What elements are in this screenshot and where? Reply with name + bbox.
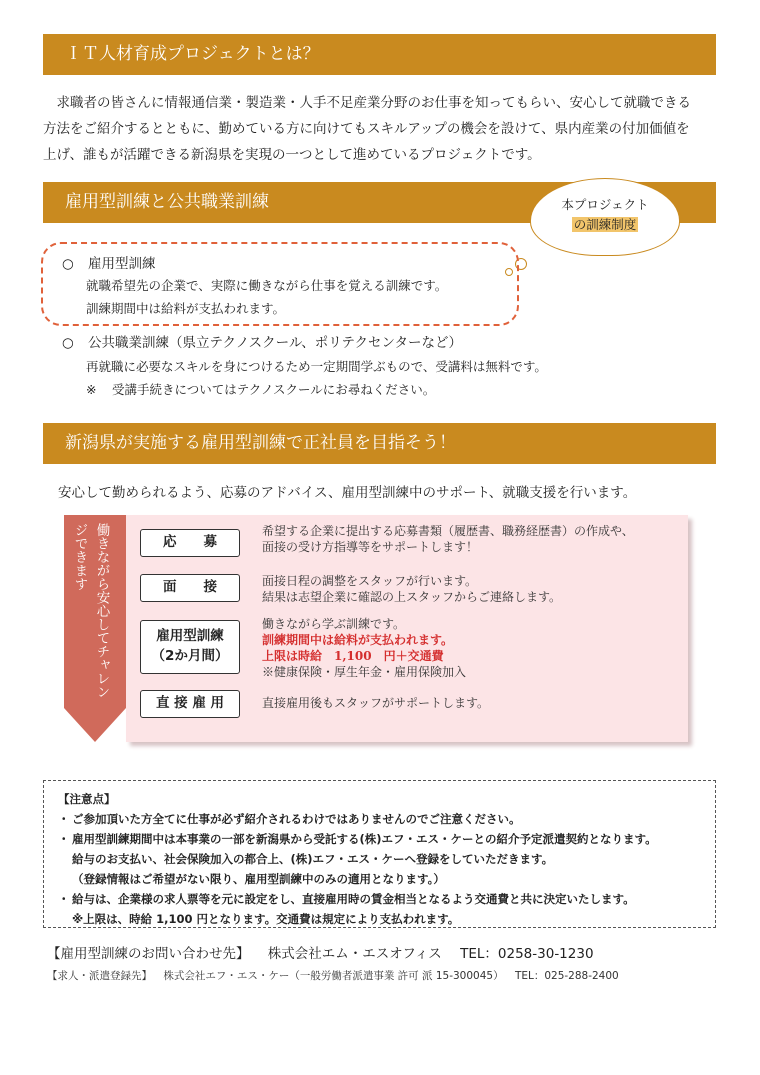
section1-body xyxy=(43,90,718,168)
step-text-direct-hire xyxy=(262,695,489,711)
cloud-line1: 本プロジェクト xyxy=(561,197,649,212)
step-line: 直接雇用後もスタッフがサポートします。 xyxy=(262,696,490,710)
project-cloud-callout xyxy=(530,178,680,256)
contact-tel: TEL：0258-30-1230 xyxy=(460,946,594,962)
step-line: ※健康保険・厚生年金・雇用保険加入 xyxy=(262,665,467,679)
contact-label: 【雇用型訓練のお問い合わせ先】 xyxy=(47,946,250,962)
section-heading-employment: 新潟県が実施する雇用型訓練で正社員を目指そう！ xyxy=(43,423,716,464)
step-label-line: （2か月間） xyxy=(151,648,229,664)
circle-mark: ○ xyxy=(62,335,74,351)
notes-continuation: ※上限は、時給 1,100 円となります。交通費は規定により支払われます。 xyxy=(72,912,460,926)
contact-company: 株式会社エフ・エス・ケー（一般労働者派遣事業 許可 派 15-300045） xyxy=(163,970,504,982)
section1-line: 上げ、誰もが活躍できる新潟県を実現の一つとして進めているプロジェクトです。 xyxy=(43,147,541,163)
step-label-apply: 応 募 xyxy=(140,529,240,557)
item-note xyxy=(86,378,435,401)
notes-bullet-2 xyxy=(58,829,701,849)
notes-bullet-1 xyxy=(58,809,701,829)
step-line-red: 上限は時給 1,100 円＋交通費 xyxy=(262,649,444,663)
step-label-line: 雇用型訓練 xyxy=(156,628,224,644)
step-line: 面接日程の調整をスタッフが行います。 xyxy=(262,574,478,588)
bullet-mark: ・ xyxy=(58,892,70,906)
contact-training xyxy=(47,942,608,962)
notes-title: 【注意点】 xyxy=(58,792,116,806)
section1-line: 求職者の皆さんに情報通信業・製造業・人手不足産業分野のお仕事を知ってもらい、安心して就職できる xyxy=(56,95,691,111)
bullet-mark: ・ xyxy=(58,812,70,826)
notes-box xyxy=(43,780,716,928)
notes-text: 雇用型訓練期間中は本事業の一部を新潟県から受託する(株)エフ・エス・ケーとの紹介予定派遣契約となります。 xyxy=(72,832,657,846)
notes-continuation: 給与のお支払い、社会保険加入の都合上、(株)エフ・エス・ケーへ登録をしていただきます。 xyxy=(72,852,554,866)
step-text-interview xyxy=(262,573,561,605)
arrow-caption: 働きながら安心してチャレンジできます xyxy=(71,523,110,699)
section-heading-training: 雇用型訓練と公共職業訓練 xyxy=(43,182,716,223)
contact-tel: TEL：025-288-2400 xyxy=(514,970,619,982)
contact-company: 株式会社エム・エスオフィス xyxy=(267,946,442,962)
cloud-line2: の訓練制度 xyxy=(573,217,637,232)
section3-intro: 安心して勤められるよう、応募のアドバイス、雇用型訓練中のサポート、就職支援を行います。 xyxy=(58,485,637,501)
step-line: 希望する企業に提出する応募書類（履歴書、職務経歴書）の作成や、 xyxy=(262,524,634,538)
step-line: 働きながら学ぶ訓練です。 xyxy=(262,617,406,631)
contact-registration xyxy=(47,968,627,983)
contact-label: 【求人・派遣登録先】 xyxy=(47,970,152,982)
step-label-interview: 面 接 xyxy=(140,574,240,602)
item-desc: 再就職に必要なスキルを身につけるため一定期間学ぶもので、受講料は無料です。 xyxy=(86,359,547,374)
notes-text: 給与は、企業様の求人票等を元に設定をし、直接雇用時の賃金相当となるよう交通費と共に決定いたします。 xyxy=(72,892,635,906)
step-label-training xyxy=(140,620,240,674)
step-text-apply xyxy=(262,523,634,555)
notes-continuation: （登録情報はご希望がない限り、雇用型訓練中のみの適用となります。） xyxy=(72,872,445,886)
note-text: 受講手続きについてはテクノスクールにお尋ねください。 xyxy=(112,382,436,397)
circle-mark: ○ xyxy=(62,256,74,272)
notes-bullet-3 xyxy=(58,889,701,909)
section-heading-it-project: ＩＴ人材育成プロジェクトとは？ xyxy=(43,34,716,75)
note-mark: ※ xyxy=(86,382,97,397)
item-desc: 訓練期間中は給料が支払われます。 xyxy=(86,301,286,316)
step-text-training xyxy=(262,616,466,680)
step-line-red: 訓練期間中は給料が支払われます。 xyxy=(262,633,454,647)
step-line: 面接の受け方指導等をサポートします！ xyxy=(262,540,479,554)
item-title: 雇用型訓練 xyxy=(88,256,156,272)
notes-text: ご参加頂いた方全てに仕事が必ず紹介されるわけではありませんのでご注意ください。 xyxy=(72,812,521,826)
item-desc: 就職希望先の企業で、実際に働きながら仕事を覚える訓練です。 xyxy=(86,278,448,293)
step-label-direct-hire: 直 接 雇 用 xyxy=(140,690,240,718)
bullet-mark: ・ xyxy=(58,832,70,846)
item-employment-training xyxy=(62,252,156,276)
step-line: 結果は志望企業に確認の上スタッフからご連絡します。 xyxy=(262,590,562,604)
section1-line: 方法をご紹介するとともに、勤めている方に向けてもスキルアップの機会を設けて、県内産業の付加価値を xyxy=(43,121,690,137)
item-public-training xyxy=(62,331,462,355)
item-title: 公共職業訓練（県立テクノスクール、ポリテクセンターなど） xyxy=(88,335,462,351)
